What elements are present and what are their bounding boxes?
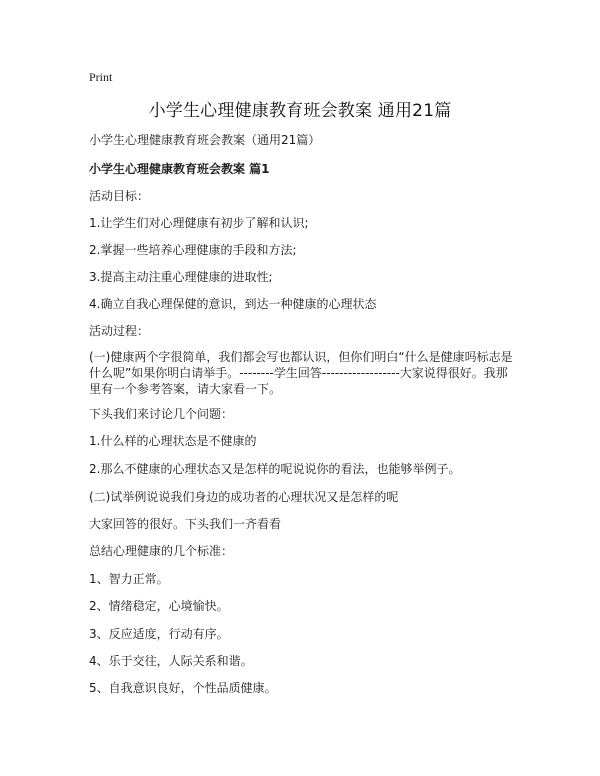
list-item: 2、情绪稳定，心境愉快。 — [89, 599, 229, 613]
section-heading: 小学生心理健康教育班会教案 篇1 — [89, 162, 270, 176]
paragraph-line: 3.提高主动注重心理健康的进取性; — [89, 270, 273, 284]
list-item: 1、智力正常。 — [89, 572, 169, 586]
paragraph-line: 2.那么不健康的心理状态又是怎样的呢说说你的看法，也能够举例子。 — [89, 462, 461, 476]
list-item: 3、反应适度，行动有序。 — [89, 627, 229, 641]
paragraph-line: 4.确立自我心理保健的意识，到达一种健康的心理状态 — [89, 297, 377, 311]
paragraph-line: 下头我们来讨论几个问题： — [89, 407, 234, 421]
paragraph-line: 大家回答的很好。下头我们一齐看看 — [89, 517, 282, 531]
list-item: 4、乐于交往，人际关系和谐。 — [89, 654, 253, 668]
document-title: 小学生心理健康教育班会教案 通用21篇 — [148, 101, 452, 121]
paragraph-line: 总结心理健康的几个标准： — [89, 544, 234, 558]
print-label: Print — [89, 70, 113, 84]
list-item: 5、自我意识良好，个性品质健康。 — [89, 681, 277, 695]
paragraph-line: 1.让学生们对心理健康有初步了解和认识; — [89, 216, 309, 230]
paragraph-line: 活动过程： — [89, 324, 150, 338]
paragraph-line: 活动目标： — [89, 189, 150, 203]
paragraph-line: (二)试举例说说我们身边的成功者的心理状况又是怎样的呢 — [89, 490, 399, 504]
paragraph-block: (一)健康两个字很简单，我们都会写也都认识，但你们明白“什么是健康吗标志是什么呢”如果你明白请举手。--------学生回答------------------大家说得很好。我那里有一个参考答案，请大家看一下。 — [89, 350, 513, 396]
paragraph-line: 2.掌握一些培养心理健康的手段和方法; — [89, 243, 297, 257]
document-subtitle: 小学生心理健康教育班会教案（通用21篇） — [89, 133, 321, 147]
paragraph-line: 1.什么样的心理状态是不健康的 — [89, 434, 257, 448]
